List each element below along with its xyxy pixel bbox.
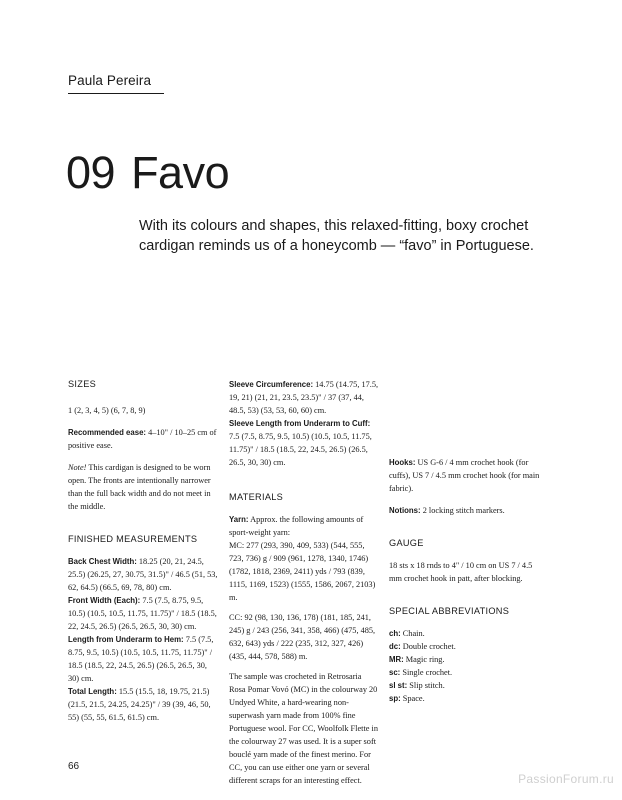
yarn-label: Yarn: (229, 515, 249, 524)
sizes-heading: SIZES (68, 379, 97, 389)
finished-item (68, 594, 218, 633)
pattern-title (66, 147, 230, 198)
hooks-paragraph (389, 456, 544, 495)
cc-amounts: CC: 92 (98, 130, 136, 178) (181, 185, 241, 245) g / 243 (256, 341, 358, 466) (475, 485, 632, 643) yds / 222 (235, 312, 327, 426) (435, 444, 578, 588) m. (229, 613, 376, 661)
abbreviation-term: sl st: (389, 681, 408, 690)
finished-label: Total Length: (68, 687, 117, 696)
abbreviation-term: dc: (389, 642, 401, 651)
abbreviation-meaning: Slip stitch. (407, 681, 445, 690)
abbreviation-term: ch: (389, 629, 401, 638)
yarn-paragraph (229, 513, 379, 539)
finished-value: 7.5 (7.5, 8.75, 9.5, 10.5) (10.5, 10.5, 11.75, 11.75)" / 18.5 (18.5, 22, 24.5, 26.5) (26.5, 26.5, 30, 30) cm. (68, 635, 214, 683)
abbreviation-meaning: Double crochet. (400, 642, 456, 651)
sleeve-value: 7.5 (7.5, 8.75, 9.5, 10.5) (10.5, 10.5, 11.75, 11.75)" / 18.5 (18.5, 22, 24.5, 26.5) (26.5, 26.5, 30, 30) cm. (229, 432, 372, 467)
author-underline (68, 93, 164, 94)
gauge-text: 18 sts x 18 rnds to 4" / 10 cm on US 7 / 4.5 mm crochet hook in patt, after blocking. (389, 561, 533, 583)
abbreviation-meaning: Single crochet. (400, 668, 453, 677)
column-3 (389, 378, 544, 705)
abbreviation-item (389, 692, 544, 705)
abbreviation-term: MR: (389, 655, 404, 664)
notions-label: Notions: (389, 506, 421, 515)
sizes-list: 1 (2, 3, 4, 5) (6, 7, 8, 9) (68, 406, 146, 415)
ease-paragraph (68, 426, 218, 452)
finished-value: 18.25 (20, 21, 24.5, 25.5) (26.25, 27, 30.75, 31.5)" / 46.5 (51, 53, 62, 64.5) (66.5, 69, 78, 80) cm. (68, 557, 218, 592)
abbreviation-meaning: Space. (400, 694, 425, 703)
abbreviation-item (389, 679, 544, 692)
note-text: This cardigan is designed to be worn open. The fronts are intentionally narrower than the full back width and do not meet in the middle. (68, 463, 211, 511)
sleeve-label: Sleeve Length from Underarm to Cuff: (229, 419, 371, 428)
sleeve-item (229, 417, 379, 469)
finished-heading: FINISHED MEASUREMENTS (68, 534, 198, 544)
gauge-heading: GAUGE (389, 538, 424, 548)
sleeve-label: Sleeve Circumference: (229, 380, 314, 389)
abbreviation-item (389, 640, 544, 653)
page-number: 66 (68, 761, 80, 772)
column-2 (229, 378, 379, 787)
abbreviation-item (389, 627, 544, 640)
sleeve-value: 14.75 (14.75, 17.5, 19, 21) (21, 21, 23.5, 23.5)" / 37 (37, 44, 48.5, 53) (53, 53, 60, 60) cm. (229, 380, 379, 415)
hooks-label: Hooks: (389, 458, 416, 467)
finished-label: Back Chest Width: (68, 557, 137, 566)
pattern-number: 09 (66, 147, 116, 198)
materials-heading: MATERIALS (229, 492, 284, 502)
finished-value: 15.5 (15.5, 18, 19.75, 21.5) (21.5, 21.5, 24.25, 24.25)" / 39 (39, 46, 50, 55) (55, 55, 61.5, 61.5) cm. (68, 687, 211, 722)
yarn-text: Approx. the following amounts of sport-weight yarn: (229, 515, 364, 537)
finished-label: Length from Underarm to Hem: (68, 635, 184, 644)
watermark: PassionForum.ru (518, 772, 614, 786)
sleeve-item (229, 378, 379, 417)
abbreviations-heading: SPECIAL ABBREVIATIONS (389, 606, 510, 616)
abbreviation-meaning: Chain. (400, 629, 425, 638)
ease-value: 4–10" / 10–25 cm of positive ease. (68, 428, 217, 450)
sample-description: The sample was crocheted in Retrosaria Rosa Pomar Vovó (MC) in the colourway 20 Undyed White, a hard-wearing non-superwash yarn made from 100% fine Portuguese wool. For CC, Woolfolk Flette in the colourway 27 was used. It is a super soft bouclé yarn made of the finest merino. For CC, you can use either one yarn or several different scraps for an interesting effect. (229, 672, 378, 785)
finished-item (68, 633, 218, 685)
notions-paragraph (389, 504, 544, 517)
abbreviation-term: sp: (389, 694, 401, 703)
finished-label: Front Width (Each): (68, 596, 141, 605)
finished-item (68, 685, 218, 724)
column-1 (68, 378, 218, 724)
intro-text: With its colours and shapes, this relaxed-fitting, boxy crochet cardigan reminds us of a honeycomb — “favo” in Portuguese. (139, 218, 534, 254)
finished-value: 7.5 (7.5, 8.75, 9.5, 10.5) (10.5, 10.5, 11.75, 11.75)" / 18.5 (18.5, 22, 24.5, 26.5) (26.5, 26.5, 30, 30) cm. (68, 596, 217, 631)
abbreviation-meaning: Magic ring. (403, 655, 445, 664)
notions-text: 2 locking stitch markers. (420, 506, 505, 515)
abbreviation-item (389, 666, 544, 679)
abbreviation-term: sc: (389, 668, 401, 677)
note-label: Note! (68, 463, 87, 472)
pattern-name: Favo (131, 147, 230, 198)
hooks-text: US G-6 / 4 mm crochet hook (for cuffs), US 7 / 4.5 mm crochet hook (for main fabric). (389, 458, 540, 493)
mc-amounts: MC: 277 (293, 390, 409, 533) (544, 555, 723, 736) g / 909 (961, 1278, 1340, 1746) (1782, 1818, 2369, 2411) yds / 793 (839, 1115, 1169, 1523) (1555, 1586, 2067, 2103) m. (229, 541, 376, 602)
ease-label: Recommended ease: (68, 428, 146, 437)
note-paragraph (68, 461, 218, 513)
abbreviation-item (389, 653, 544, 666)
finished-item (68, 555, 218, 594)
author-name: Paula Pereira (68, 73, 152, 88)
